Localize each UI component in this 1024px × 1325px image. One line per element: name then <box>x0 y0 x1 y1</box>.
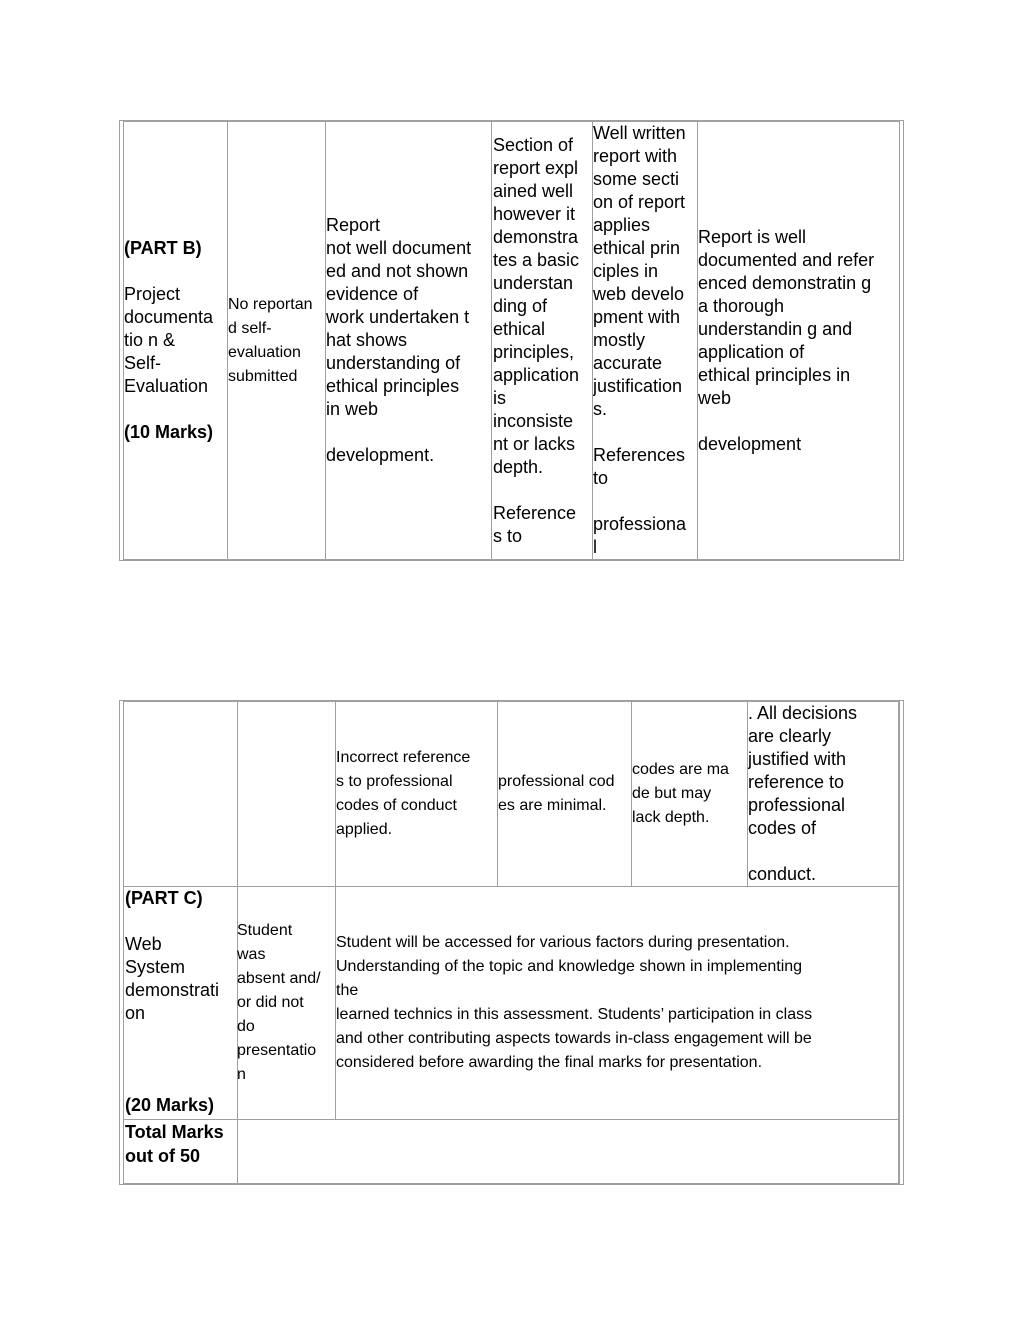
part-c-excellent-cell: . All decisions are clearly justified with reference to professional codes of conduct. <box>748 703 858 884</box>
part-b-fail-cell: No reportan d self- evaluation submitted <box>228 295 313 385</box>
part-c-label: (PART C) <box>125 888 203 908</box>
part-c-marks: (20 Marks) <box>125 1095 215 1115</box>
part-b-poor-cell: Report not well document ed and not shown evidence of work undertaken t hat shows understanding of ethical principles in web development. <box>326 215 472 465</box>
part-b-title: Project documenta tio n & Self- Evaluation <box>124 284 214 396</box>
part-b-excellent-cell: Report is well documented and refer enced demonstratin g a thorough understandin g and application of ethical principles in web development <box>698 226 875 454</box>
part-c-absent-cell: Student was absent and/ or did not do presentatio n <box>237 922 321 1083</box>
part-c-description-cell: Student will be accessed for various factors during presentation. Understanding of the topic and knowledge shown in implementing the learned technics in this assessment. Students’ participation in class and other contributing aspects towards in-class engagement will be considered before awarding the final marks for presentation. <box>336 934 813 1071</box>
part-c-title: Web System demonstrati on <box>125 934 220 1023</box>
part-b-label: (PART B) <box>124 238 202 258</box>
part-c-good-cell: codes are ma de but may lack depth. <box>632 760 729 826</box>
total-marks-cell: Total Marks out of 50 <box>125 1122 224 1166</box>
column-divider <box>491 121 492 560</box>
rubric-table-part-b <box>119 120 904 561</box>
part-c-criteria-cell <box>125 887 237 1119</box>
part-c-basic-cell: professional cod es are minimal. <box>498 772 615 814</box>
part-b-good-cell: Well written report with some secti on of report applies ethical prin ciples in web develo pment with mostly accurate justification s. References to professiona l <box>593 123 687 557</box>
rubric-table-part-c <box>119 700 904 1185</box>
part-b-criteria-cell <box>124 121 227 560</box>
part-c-poor-cell: Incorrect reference s to professional codes of conduct applied. <box>336 748 471 838</box>
column-divider <box>898 701 899 1184</box>
part-b-marks: (10 Marks) <box>124 422 214 442</box>
part-b-basic-cell: Section of report expl ained well however it demonstra tes a basic understan ding of ethical principles, application is inconsiste nt or lacks depth. Reference s to <box>493 134 580 546</box>
total-marks-value-cell <box>238 1120 898 1184</box>
